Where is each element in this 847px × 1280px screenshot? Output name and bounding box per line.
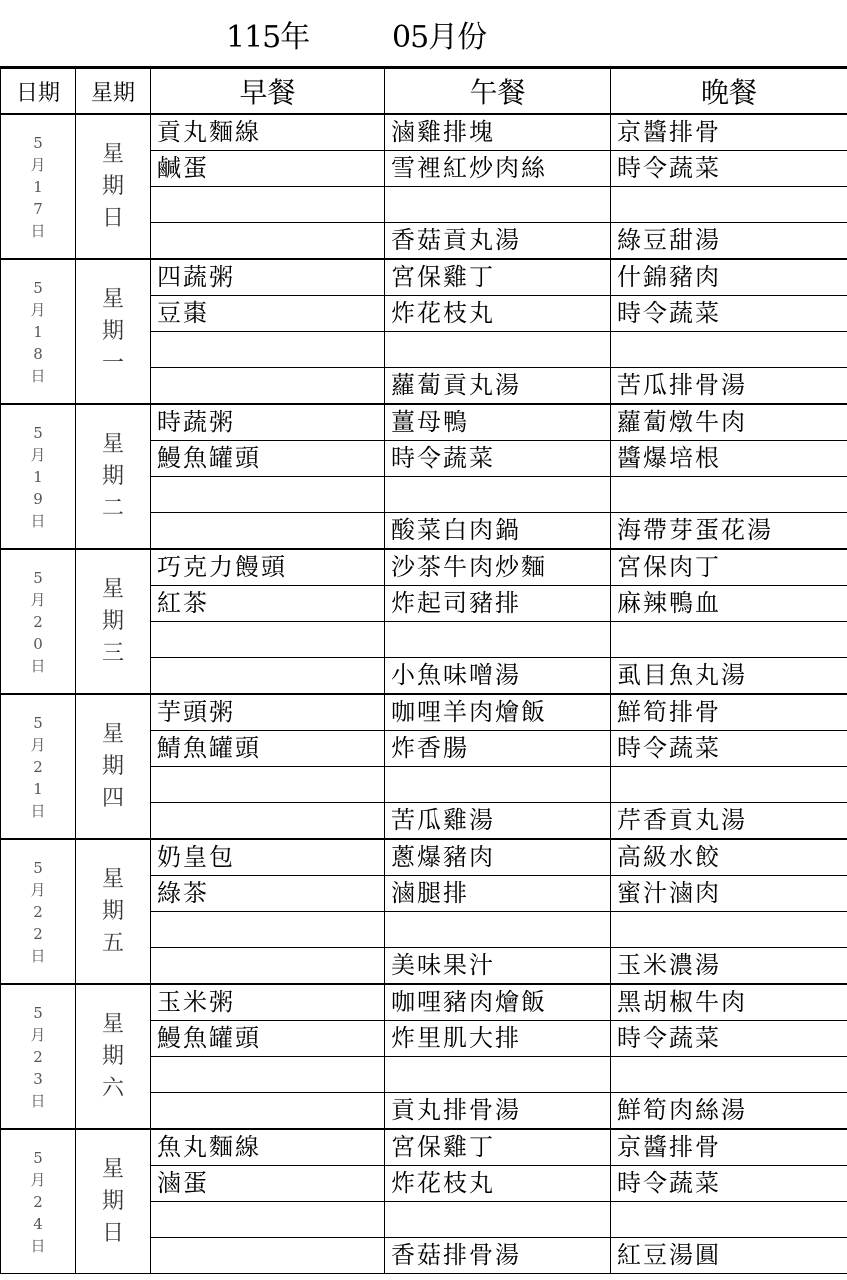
breakfast-item: 玉米粥 <box>151 984 385 1021</box>
dinner-item: 京醬排骨 <box>611 1129 847 1166</box>
lunch-item: 沙茶牛肉炒麵 <box>385 549 611 586</box>
weekday-char: 一 <box>101 350 124 376</box>
weekday-char: 星 <box>101 286 124 312</box>
dinner-item <box>611 187 847 223</box>
weekday-char: 四 <box>101 785 124 811</box>
weekday-char: 期 <box>101 608 124 634</box>
lunch-item: 咖哩豬肉燴飯 <box>385 984 611 1021</box>
date-char: 月 <box>30 1170 46 1189</box>
date-char: 5 <box>33 133 43 152</box>
date-char: 1 <box>33 779 43 798</box>
dinner-item: 綠豆甜湯 <box>611 223 847 260</box>
dinner-item: 海帶芽蛋花湯 <box>611 513 847 550</box>
header-weekday: 星期 <box>76 68 151 115</box>
menu-title <box>0 0 847 64</box>
date-char: 5 <box>33 713 43 732</box>
date-char: 日 <box>30 1091 46 1110</box>
lunch-item <box>385 1202 611 1238</box>
lunch-item: 炸起司豬排 <box>385 586 611 622</box>
lunch-item <box>385 187 611 223</box>
lunch-item: 宮保雞丁 <box>385 1129 611 1166</box>
dinner-item <box>611 332 847 368</box>
breakfast-item <box>151 1202 385 1238</box>
header-lunch: 午餐 <box>385 68 611 115</box>
weekday-cell <box>76 984 151 1129</box>
weekday-char: 期 <box>101 753 124 779</box>
weekday-char: 二 <box>101 495 124 521</box>
table-row <box>1 549 847 586</box>
breakfast-item: 芋頭粥 <box>151 694 385 731</box>
date-char: 1 <box>33 322 43 341</box>
dinner-item: 鮮筍排骨 <box>611 694 847 731</box>
dinner-item: 黑胡椒牛肉 <box>611 984 847 1021</box>
lunch-item: 炸花枝丸 <box>385 1166 611 1202</box>
header-breakfast: 早餐 <box>151 68 385 115</box>
weekday-char: 期 <box>101 1188 124 1214</box>
breakfast-item: 鰻魚罐頭 <box>151 441 385 477</box>
date-cell <box>1 694 76 839</box>
weekday-char: 期 <box>101 898 124 924</box>
lunch-item: 酸菜白肉鍋 <box>385 513 611 550</box>
lunch-item: 小魚味噌湯 <box>385 658 611 695</box>
lunch-item <box>385 622 611 658</box>
date-char: 日 <box>30 221 46 240</box>
dinner-item: 醬爆培根 <box>611 441 847 477</box>
dinner-item: 芹香貢丸湯 <box>611 803 847 840</box>
weekday-char: 星 <box>101 141 124 167</box>
date-cell <box>1 114 76 259</box>
date-char: 5 <box>33 1148 43 1167</box>
breakfast-item: 鯖魚罐頭 <box>151 731 385 767</box>
weekday-char: 六 <box>101 1075 124 1101</box>
table-row <box>1 984 847 1021</box>
date-char: 5 <box>33 568 43 587</box>
lunch-item: 薑母鴨 <box>385 404 611 441</box>
breakfast-item <box>151 513 385 550</box>
date-char: 4 <box>33 1214 43 1233</box>
breakfast-item <box>151 368 385 405</box>
weekday-char: 星 <box>101 576 124 602</box>
weekday-char: 五 <box>101 930 124 956</box>
date-char: 1 <box>33 177 43 196</box>
dinner-item <box>611 1057 847 1093</box>
table-row <box>1 259 847 296</box>
weekday-cell <box>76 839 151 984</box>
date-char: 5 <box>33 423 43 442</box>
dinner-item <box>611 767 847 803</box>
weekday-char: 星 <box>101 866 124 892</box>
lunch-item: 滷腿排 <box>385 876 611 912</box>
lunch-item <box>385 477 611 513</box>
lunch-item: 時令蔬菜 <box>385 441 611 477</box>
weekday-char: 星 <box>101 1156 124 1182</box>
date-char: 2 <box>33 757 43 776</box>
date-char: 2 <box>33 1047 43 1066</box>
breakfast-item <box>151 912 385 948</box>
weekday-cell <box>76 1129 151 1274</box>
dinner-item: 蘿蔔燉牛肉 <box>611 404 847 441</box>
weekday-cell <box>76 549 151 694</box>
dinner-item: 蜜汁滷肉 <box>611 876 847 912</box>
weekday-char: 期 <box>101 463 124 489</box>
weekday-char: 期 <box>101 1043 124 1069</box>
dinner-item: 京醬排骨 <box>611 114 847 151</box>
date-char: 5 <box>33 858 43 877</box>
weekday-cell <box>76 259 151 404</box>
dinner-item: 時令蔬菜 <box>611 296 847 332</box>
breakfast-item: 紅茶 <box>151 586 385 622</box>
date-char: 日 <box>30 1236 46 1255</box>
dinner-item: 苦瓜排骨湯 <box>611 368 847 405</box>
date-char: 2 <box>33 612 43 631</box>
lunch-item: 香菇排骨湯 <box>385 1238 611 1274</box>
weekday-cell <box>76 694 151 839</box>
breakfast-item <box>151 477 385 513</box>
title-year: 115年 <box>226 20 310 55</box>
dinner-item: 時令蔬菜 <box>611 151 847 187</box>
date-char: 月 <box>30 880 46 899</box>
header-dinner: 晚餐 <box>611 68 847 115</box>
weekday-char: 期 <box>101 318 124 344</box>
lunch-item: 蔥爆豬肉 <box>385 839 611 876</box>
dinner-item: 鮮筍肉絲湯 <box>611 1093 847 1130</box>
weekday-cell <box>76 114 151 259</box>
table-row <box>1 404 847 441</box>
date-char: 1 <box>33 467 43 486</box>
breakfast-item: 魚丸麵線 <box>151 1129 385 1166</box>
breakfast-item <box>151 622 385 658</box>
breakfast-item <box>151 948 385 985</box>
dinner-item <box>611 622 847 658</box>
breakfast-item: 滷蛋 <box>151 1166 385 1202</box>
date-char: 日 <box>30 656 46 675</box>
weekday-char: 星 <box>101 1011 124 1037</box>
dinner-item <box>611 477 847 513</box>
date-char: 5 <box>33 278 43 297</box>
breakfast-item <box>151 187 385 223</box>
date-cell <box>1 1129 76 1274</box>
lunch-item <box>385 332 611 368</box>
weekday-char: 日 <box>101 1220 124 1246</box>
menu-body <box>1 114 847 1274</box>
date-char: 日 <box>30 946 46 965</box>
date-char: 2 <box>33 924 43 943</box>
dinner-item: 宮保肉丁 <box>611 549 847 586</box>
breakfast-item <box>151 223 385 260</box>
date-char: 日 <box>30 511 46 530</box>
weekday-char: 日 <box>101 205 124 231</box>
breakfast-item <box>151 332 385 368</box>
date-cell <box>1 839 76 984</box>
date-cell <box>1 404 76 549</box>
weekday-cell <box>76 404 151 549</box>
dinner-item <box>611 1202 847 1238</box>
lunch-item <box>385 767 611 803</box>
breakfast-item <box>151 767 385 803</box>
breakfast-item <box>151 1093 385 1130</box>
header-date: 日期 <box>1 68 76 115</box>
lunch-item: 咖哩羊肉燴飯 <box>385 694 611 731</box>
dinner-item: 時令蔬菜 <box>611 1021 847 1057</box>
breakfast-item: 四蔬粥 <box>151 259 385 296</box>
date-char: 月 <box>30 445 46 464</box>
date-char: 月 <box>30 590 46 609</box>
breakfast-item: 豆棗 <box>151 296 385 332</box>
date-char: 月 <box>30 300 46 319</box>
lunch-item: 炸香腸 <box>385 731 611 767</box>
dinner-item: 玉米濃湯 <box>611 948 847 985</box>
weekday-char: 星 <box>101 721 124 747</box>
date-cell <box>1 984 76 1129</box>
dinner-item: 時令蔬菜 <box>611 1166 847 1202</box>
dinner-item: 高級水餃 <box>611 839 847 876</box>
lunch-item: 宮保雞丁 <box>385 259 611 296</box>
date-char: 月 <box>30 1025 46 1044</box>
breakfast-item <box>151 803 385 840</box>
date-char: 3 <box>33 1069 43 1088</box>
weekly-menu-table <box>0 66 847 1274</box>
breakfast-item <box>151 1238 385 1274</box>
lunch-item: 蘿蔔貢丸湯 <box>385 368 611 405</box>
date-char: 8 <box>33 344 43 363</box>
title-month: 05月份 <box>392 20 487 55</box>
date-char: 2 <box>33 902 43 921</box>
lunch-item: 貢丸排骨湯 <box>385 1093 611 1130</box>
date-char: 日 <box>30 801 46 820</box>
breakfast-item: 鰻魚罐頭 <box>151 1021 385 1057</box>
lunch-item: 苦瓜雞湯 <box>385 803 611 840</box>
dinner-item <box>611 912 847 948</box>
dinner-item: 麻辣鴨血 <box>611 586 847 622</box>
dinner-item: 紅豆湯圓 <box>611 1238 847 1274</box>
date-char: 月 <box>30 155 46 174</box>
date-char: 9 <box>33 489 43 508</box>
date-char: 5 <box>33 1003 43 1022</box>
dinner-item: 虱目魚丸湯 <box>611 658 847 695</box>
breakfast-item <box>151 1057 385 1093</box>
date-char: 月 <box>30 735 46 754</box>
date-char: 0 <box>33 634 43 653</box>
table-row <box>1 1129 847 1166</box>
lunch-item: 滷雞排塊 <box>385 114 611 151</box>
date-cell <box>1 259 76 404</box>
lunch-item: 炸里肌大排 <box>385 1021 611 1057</box>
lunch-item: 美味果汁 <box>385 948 611 985</box>
date-char: 日 <box>30 366 46 385</box>
breakfast-item: 鹹蛋 <box>151 151 385 187</box>
lunch-item: 香菇貢丸湯 <box>385 223 611 260</box>
breakfast-item: 綠茶 <box>151 876 385 912</box>
date-char: 2 <box>33 1192 43 1211</box>
lunch-item <box>385 912 611 948</box>
breakfast-item: 時蔬粥 <box>151 404 385 441</box>
breakfast-item <box>151 658 385 695</box>
date-char: 7 <box>33 199 43 218</box>
date-cell <box>1 549 76 694</box>
breakfast-item: 貢丸麵線 <box>151 114 385 151</box>
table-row <box>1 839 847 876</box>
weekday-char: 星 <box>101 431 124 457</box>
breakfast-item: 奶皇包 <box>151 839 385 876</box>
dinner-item: 時令蔬菜 <box>611 731 847 767</box>
lunch-item: 雪裡紅炒肉絲 <box>385 151 611 187</box>
lunch-item: 炸花枝丸 <box>385 296 611 332</box>
dinner-item: 什錦豬肉 <box>611 259 847 296</box>
table-row <box>1 114 847 151</box>
breakfast-item: 巧克力饅頭 <box>151 549 385 586</box>
weekday-char: 期 <box>101 173 124 199</box>
lunch-item <box>385 1057 611 1093</box>
weekday-char: 三 <box>101 640 124 666</box>
table-row <box>1 694 847 731</box>
table-header-row <box>1 68 847 115</box>
